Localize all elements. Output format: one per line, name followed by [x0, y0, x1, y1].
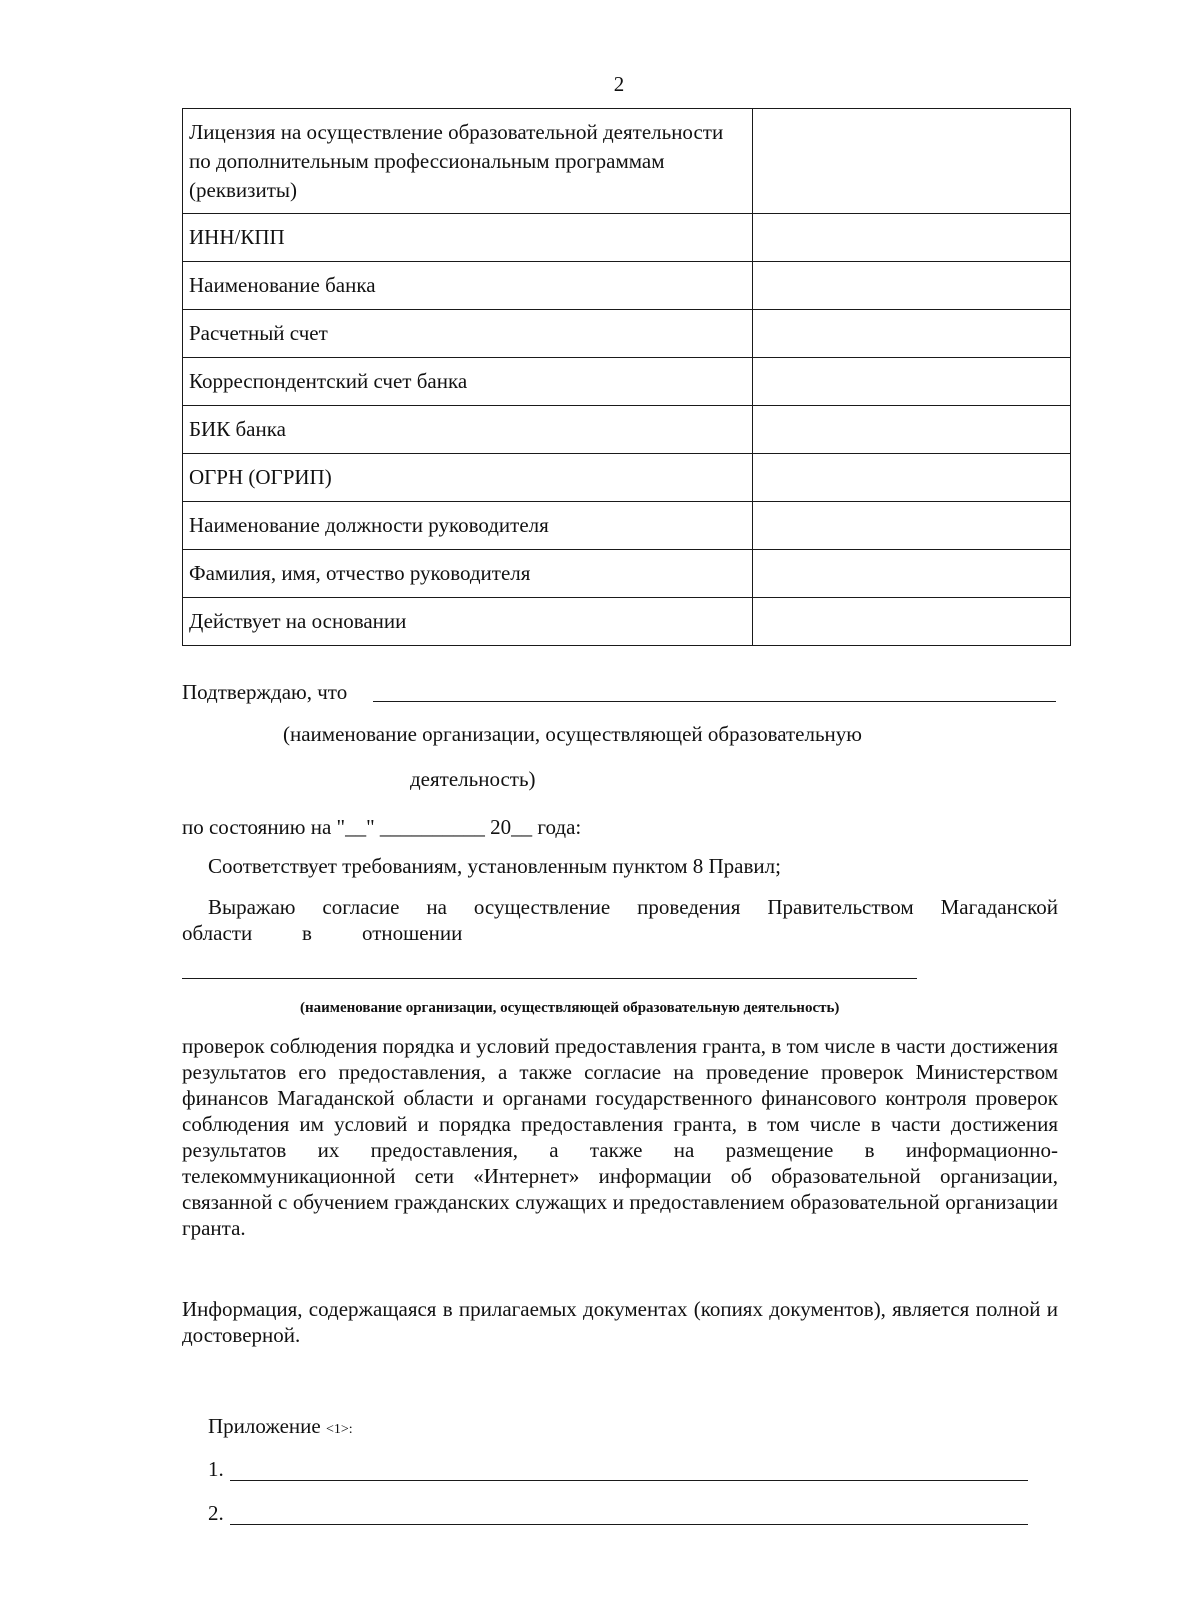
row-label: Фамилия, имя, отчество руководителя	[183, 550, 753, 598]
attachment-item-1-blank[interactable]	[230, 1480, 1028, 1481]
row-label: Корреспондентский счет банка	[183, 358, 753, 406]
attachment-item-1-number: 1.	[208, 1457, 224, 1481]
page-number: 2	[613, 72, 625, 96]
info-statement: Информация, содержащаяся в прилагаемых документах (копиях документов), является полной и достоверной.	[182, 1297, 1058, 1347]
row-label: ОГРН (ОГРИП)	[183, 454, 753, 502]
requisites-table	[182, 108, 1071, 646]
attachment-title	[208, 1413, 353, 1443]
row-value-field[interactable]	[753, 214, 1071, 262]
confirm-caption-line1: (наименование организации, осуществляющей образовательную	[283, 722, 862, 746]
row-label: БИК банка	[183, 406, 753, 454]
row-label: Действует на основании	[183, 598, 753, 646]
row-value-field[interactable]	[753, 310, 1071, 358]
consent-line1: Выражаю согласие на осуществление проведения Правительством Магаданской	[208, 895, 1058, 919]
row-label: ИНН/КПП	[183, 214, 753, 262]
table-row	[183, 109, 1071, 214]
consent-org-caption: (наименование организации, осуществляющей образовательную деятельность)	[300, 1000, 840, 1016]
date-line: по состоянию на "__" __________ 20__ года:	[182, 815, 582, 839]
consent-word-v: в	[302, 921, 312, 945]
row-value-field[interactable]	[753, 262, 1071, 310]
row-value-field[interactable]	[753, 550, 1071, 598]
row-label: Расчетный счет	[183, 310, 753, 358]
row-value-field[interactable]	[753, 454, 1071, 502]
row-value-field[interactable]	[753, 358, 1071, 406]
confirm-org-blank[interactable]	[373, 701, 1056, 702]
confirm-prefix: Подтверждаю, что	[182, 680, 348, 704]
row-value-field[interactable]	[753, 406, 1071, 454]
row-label: Наименование должности руководителя	[183, 502, 753, 550]
table-row	[183, 550, 1071, 598]
attachment-title-text: Приложение	[208, 1414, 321, 1438]
attachment-footnote: <1>:	[325, 1422, 353, 1437]
table-row	[183, 262, 1071, 310]
table-row	[183, 598, 1071, 646]
row-label: Наименование банка	[183, 262, 753, 310]
row-value-field[interactable]	[753, 598, 1071, 646]
row-value-field[interactable]	[753, 502, 1071, 550]
row-label: Лицензия на осуществление образовательной деятельности по дополнительным профессиональным программам (реквизиты)	[183, 109, 753, 214]
attachment-item-2-number: 2.	[208, 1501, 224, 1525]
table-row	[183, 406, 1071, 454]
table-row	[183, 358, 1071, 406]
row-value-field[interactable]	[753, 109, 1071, 214]
consent-org-blank[interactable]	[182, 978, 917, 979]
consent-word-otnoshenii: отношении	[362, 921, 463, 945]
table-row	[183, 310, 1071, 358]
table-row	[183, 454, 1071, 502]
attachment-item-2-blank[interactable]	[230, 1524, 1028, 1525]
consent-body: проверок соблюдения порядка и условий предоставления гранта, в том числе в части достижения результатов его предоставления, а также согласие на проведение проверок Министерством финансов Магаданской области и органами государственного финансового контроля проверок соблюдения им условий и порядка предоставления гранта, в том числе в части достижения результатов их предоставления, а также на размещение в информационно-телекоммуникационной сети «Интернет» информации об образовательной организации, связанной с обучением гражданских служащих и предоставлением образовательной организации гранта.	[182, 1034, 1058, 1240]
table-row	[183, 502, 1071, 550]
compliance-statement: Соответствует требованиям, установленным пунктом 8 Правил;	[208, 854, 781, 878]
table-row	[183, 214, 1071, 262]
consent-word-oblasti: области	[182, 921, 253, 945]
confirm-caption-line2: деятельность)	[410, 767, 536, 791]
